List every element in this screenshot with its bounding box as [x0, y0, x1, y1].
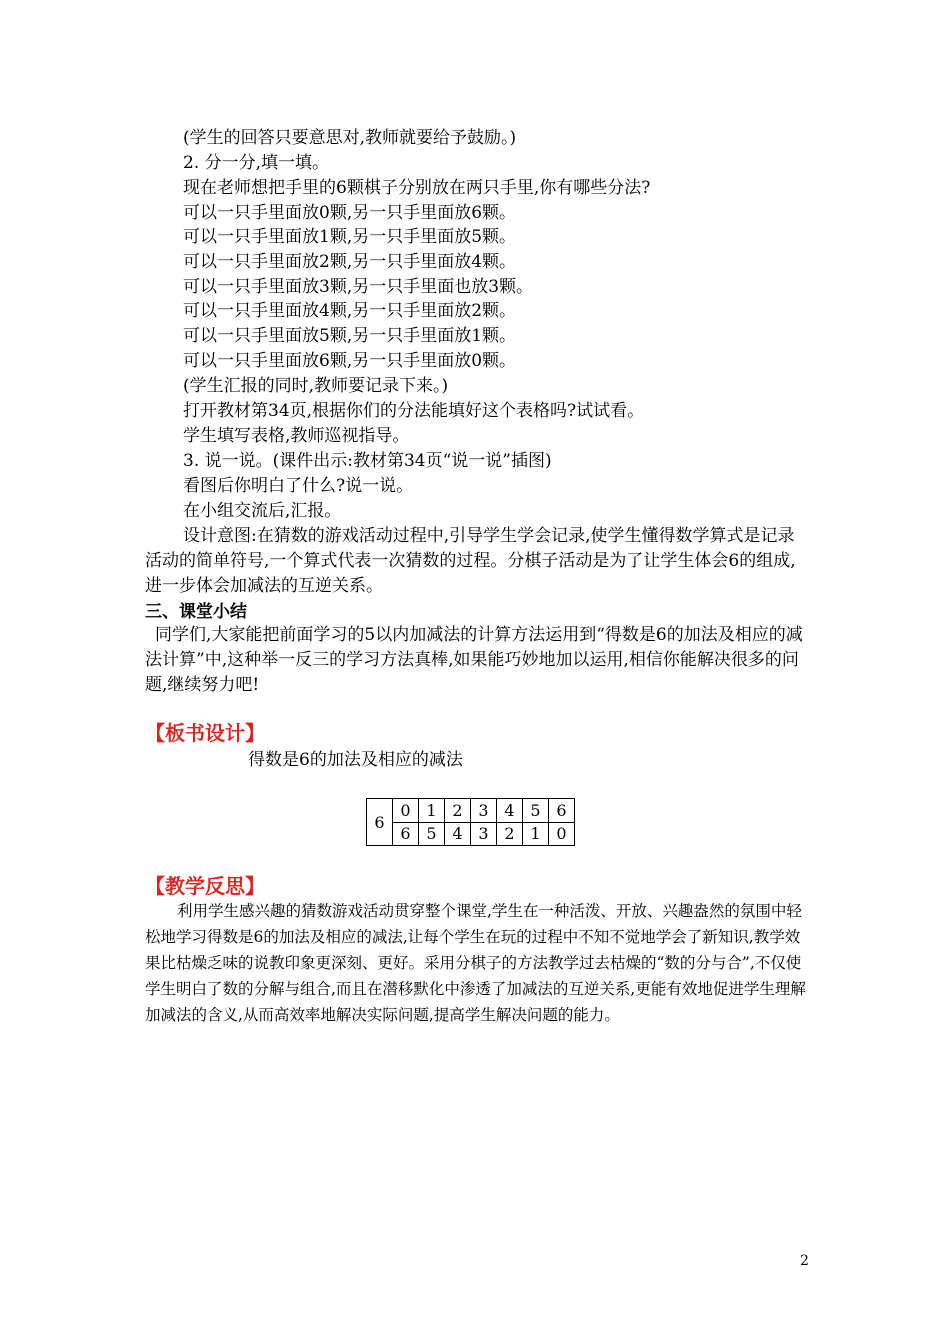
- text-line: 可以一只手里面放5颗,另一只手里面放1颗。: [183, 326, 517, 346]
- table-cell: 1: [419, 799, 445, 823]
- summary-paragraph: [145, 623, 805, 698]
- text-line: 3. 说一说。(课件出示:教材第34页“说一说”插图): [183, 451, 552, 471]
- text-line: 可以一只手里面放1颗,另一只手里面放5颗。: [183, 227, 517, 247]
- board-title: 得数是6的加法及相应的减法: [248, 750, 463, 770]
- reflection-paragraph: [145, 898, 815, 1028]
- board-design-heading: 【板书设计】: [145, 721, 265, 745]
- text-line: 可以一只手里面放2颗,另一只手里面放4颗。: [183, 252, 517, 272]
- table-cell: 3: [471, 822, 497, 846]
- text-line: (学生的回答只要意思对,教师就要给予鼓励。): [183, 128, 517, 148]
- text-line: 可以一只手里面放6颗,另一只手里面放0颗。: [183, 351, 517, 371]
- text-line: 学生填写表格,教师巡视指导。: [183, 426, 410, 446]
- table-total-cell: 6: [367, 799, 393, 846]
- table-cell: 3: [471, 799, 497, 823]
- page-number: 2: [800, 1253, 809, 1269]
- table-cell: 5: [419, 822, 445, 846]
- table-cell: 2: [497, 822, 523, 846]
- table-cell: 0: [549, 822, 575, 846]
- number-composition-table: [366, 798, 575, 846]
- table-cell: 1: [523, 822, 549, 846]
- text-line: 在小组交流后,汇报。: [183, 501, 342, 521]
- table-cell: 4: [445, 822, 471, 846]
- section-heading: 三、课堂小结: [145, 602, 247, 622]
- design-intent-paragraph: [145, 524, 805, 599]
- text-line: 看图后你明白了什么?说一说。: [183, 476, 414, 496]
- table-cell: 4: [497, 799, 523, 823]
- table-cell: 2: [445, 799, 471, 823]
- table-cell: 5: [523, 799, 549, 823]
- table-cell: 6: [549, 799, 575, 823]
- reflection-heading: 【教学反思】: [145, 874, 265, 898]
- text-line: 2. 分一分,填一填。: [183, 153, 330, 173]
- text-line: 现在老师想把手里的6颗棋子分别放在两只手里,你有哪些分法?: [183, 178, 651, 198]
- reflection-text: 利用学生感兴趣的猜数游戏活动贯穿整个课堂,学生在一种活泼、开放、兴趣盎然的氛围中轻松地学习得数是6的加法及相应的减法,让每个学生在玩的过程中不知不觉地学会了新知识,教学效果比枯燥乏味的说教印象更深刻、更好。采用分棋子的方法教学过去枯燥的“数的分与合”,不仅使学生明白了数的分解与组合,而且在潜移默化中渗透了加减法的互逆关系,更能有效地促进学生理解加减法的含义,从而高效率地解决实际问题,提高学生解决问题的能力。: [145, 902, 806, 1024]
- table-cell: 0: [393, 799, 419, 823]
- text-line: 打开教材第34页,根据你们的分法能填好这个表格吗?试试看。: [183, 401, 645, 421]
- text-line: 可以一只手里面放4颗,另一只手里面放2颗。: [183, 301, 517, 321]
- design-intent-text: 设计意图:在猜数的游戏活动过程中,引导学生学会记录,使学生懂得数学算式是记录活动的简单符号,一个算式代表一次猜数的过程。分棋子活动是为了让学生体会6的组成,进一步体会加减法的互逆关系。: [145, 526, 796, 596]
- text-line: (学生汇报的同时,教师要记录下来。): [183, 376, 449, 396]
- table-cell: 6: [393, 822, 419, 846]
- text-line: 可以一只手里面放0颗,另一只手里面放6颗。: [183, 203, 517, 223]
- text-line: 可以一只手里面放3颗,另一只手里面也放3颗。: [183, 277, 534, 297]
- summary-text: 同学们,大家能把前面学习的5以内加减法的计算方法运用到“得数是6的加法及相应的减法计算”中,这种举一反三的学习方法真棒,如果能巧妙地加以运用,相信你能解决很多的问题,继续努力吧!: [145, 625, 803, 695]
